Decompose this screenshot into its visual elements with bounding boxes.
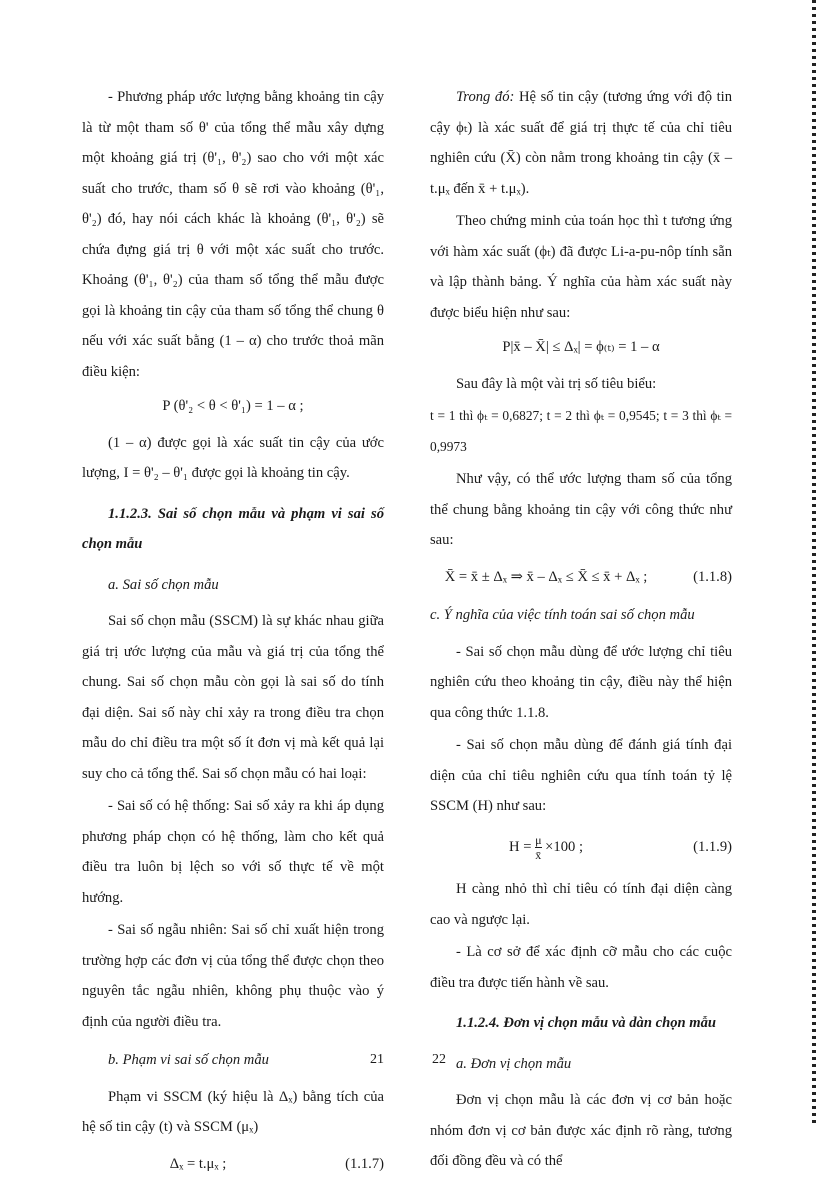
right-page bbox=[430, 82, 732, 1179]
equation: P|x̄ – X̄| ≤ Δₓ| = ϕ₍ₜ₎ = 1 – α bbox=[502, 339, 660, 355]
paragraph: (1 – α) được gọi là xác suất tin cậy của ước lượng, I = θ'₂ – θ'₁ được gọi là khoảng tin cậy. bbox=[82, 434, 384, 481]
section-heading: 1.1.2.4. Đơn vị chọn mẫu và dàn chọn mẫu bbox=[456, 1015, 717, 1031]
paragraph: - Là cơ sở để xác định cỡ mẫu cho các cuộc điều tra được tiến hành về sau. bbox=[430, 944, 732, 991]
equation-rhs: ×100 ; bbox=[545, 838, 583, 855]
scan-edge bbox=[812, 0, 816, 1123]
paragraph: Theo chứng minh của toán học thì t tương ứng với hàm xác suất (ϕₜ) đã được Li-a-pu-nôp tính sẵn và lập thành bảng. Ý nghĩa của hàm xác suất này được biểu hiện như sau: bbox=[430, 213, 732, 321]
fraction-numerator: μ bbox=[535, 832, 542, 847]
section-heading: 1.1.2.3. Sai số chọn mẫu và phạm vi sai số chọn mẫu bbox=[82, 505, 384, 552]
paragraph: Sau đây là một vài trị số tiêu biểu: bbox=[456, 375, 657, 392]
equation-lhs: H = bbox=[509, 838, 532, 855]
equation-row bbox=[430, 832, 732, 863]
subsection-heading: b. Phạm vi sai số chọn mẫu bbox=[108, 1052, 269, 1068]
equation-row bbox=[82, 1149, 384, 1180]
paragraph bbox=[430, 82, 732, 204]
equation: X̄ = x̄ ± Δₓ ⇒ x̄ – Δₓ ≤ X̄ ≤ x̄ + Δₓ ; bbox=[444, 568, 648, 585]
paragraph: H càng nhỏ thì chỉ tiêu có tính đại diện càng cao và ngược lại. bbox=[430, 881, 732, 928]
fraction-denominator: x̄ bbox=[535, 847, 542, 862]
equation bbox=[430, 832, 662, 863]
paragraph-text: Hệ số tin cậy (tương ứng với độ tin cậy ϕₜ) là xác suất để giá trị thực tế của chỉ tiêu nghiên cứu (X̄) còn nằm trong khoảng tin cậy (x̄ – t.μₓ đến x̄ + t.μₓ). bbox=[430, 89, 732, 197]
paragraph: - Sai số chọn mẫu dùng để ước lượng chỉ tiêu nghiên cứu theo khoảng tin cậy, điều này thể hiện qua công thức 1.1.8. bbox=[430, 643, 732, 721]
fraction bbox=[535, 833, 541, 862]
paragraph: - Sai số chọn mẫu dùng để đánh giá tính đại diện của chỉ tiêu nghiên cứu qua tính toán tỷ lệ SSCM (H) như sau: bbox=[430, 737, 732, 814]
paragraph: Phạm vi SSCM (ký hiệu là Δₓ) bằng tích của hệ số tin cậy (t) và SSCM (μₓ) bbox=[82, 1088, 384, 1135]
paragraph: - Phương pháp ước lượng bằng khoảng tin cậy là từ một tham số θ' của tổng thể mẫu xây dựng một khoảng giá trị (θ'₁, θ'₂) sao cho với một xác suất cho trước, tham số θ sẽ rơi vào khoảng (θ'₁, θ'₂) đó, hay nói cách khác là khoảng (θ'₁, θ'₂) sẽ chứa đựng giá trị θ với một xác suất cho trước. Khoảng (θ'₁, θ'₂) của tham số tổng thể mẫu được gọi là khoảng tin cậy của tham số tổng thể chung θ nếu với xác suất bằng (1 – α) cho trước thoả mãn điều kiện: bbox=[82, 89, 384, 380]
paragraph: - Sai số ngẫu nhiên: Sai số chỉ xuất hiện trong trường hợp các đơn vị của tổng thể được chọn theo nguyên tắc ngẫu nhiên, không phụ thuộc vào ý định của người điều tra. bbox=[82, 922, 384, 1030]
emphasis: Trong đó: bbox=[456, 89, 515, 105]
equation-number: (1.1.9) bbox=[693, 838, 732, 855]
paragraph: Như vậy, có thể ước lượng tham số của tổng thể chung bằng khoảng tin cậy với công thức như sau: bbox=[430, 471, 732, 548]
page-number-right: 22 bbox=[432, 1052, 446, 1067]
equation: Δₓ = t.μₓ ; bbox=[169, 1155, 227, 1172]
equation: P (θ'₂ < θ < θ'₁) = 1 – α ; bbox=[162, 398, 304, 414]
subsection-heading: a. Đơn vị chọn mẫu bbox=[456, 1055, 572, 1072]
left-page bbox=[82, 82, 384, 1187]
paragraph: Sai số chọn mẫu (SSCM) là sự khác nhau giữa giá trị ước lượng của mẫu và giá trị của tổng thể chung. Sai số chọn mẫu còn gọi là sai số do tính đại diện. Sai số này chỉ xảy ra trong điều tra chọn mẫu do chỉ điều tra một số ít đơn vị mà kết quả lại suy cho cả tổng thể. Sai số chọn mẫu có hai loại: bbox=[82, 613, 384, 782]
paragraph: - Sai số có hệ thống: Sai số xảy ra khi áp dụng phương pháp chọn có hệ thống, làm cho kết quả điều tra luôn bị lệch so với số thực tế về một hướng. bbox=[82, 798, 384, 906]
equation-row bbox=[430, 562, 732, 593]
subsection-heading: c. Ý nghĩa của việc tính toán sai số chọn mẫu bbox=[430, 607, 695, 623]
page-number-left: 21 bbox=[370, 1052, 384, 1067]
equation-number: (1.1.8) bbox=[693, 568, 732, 585]
subsection-heading: a. Sai số chọn mẫu bbox=[108, 576, 219, 593]
equation-number: (1.1.7) bbox=[345, 1155, 384, 1172]
paragraph: Đơn vị chọn mẫu là các đơn vị cơ bản hoặc nhóm đơn vị cơ bản được xác định rõ ràng, tương đối đồng đều và có thể bbox=[430, 1092, 732, 1169]
paragraph: t = 1 thì ϕₜ = 0,6827; t = 2 thì ϕₜ = 0,9545; t = 3 thì ϕₜ = 0,9973 bbox=[430, 408, 732, 454]
